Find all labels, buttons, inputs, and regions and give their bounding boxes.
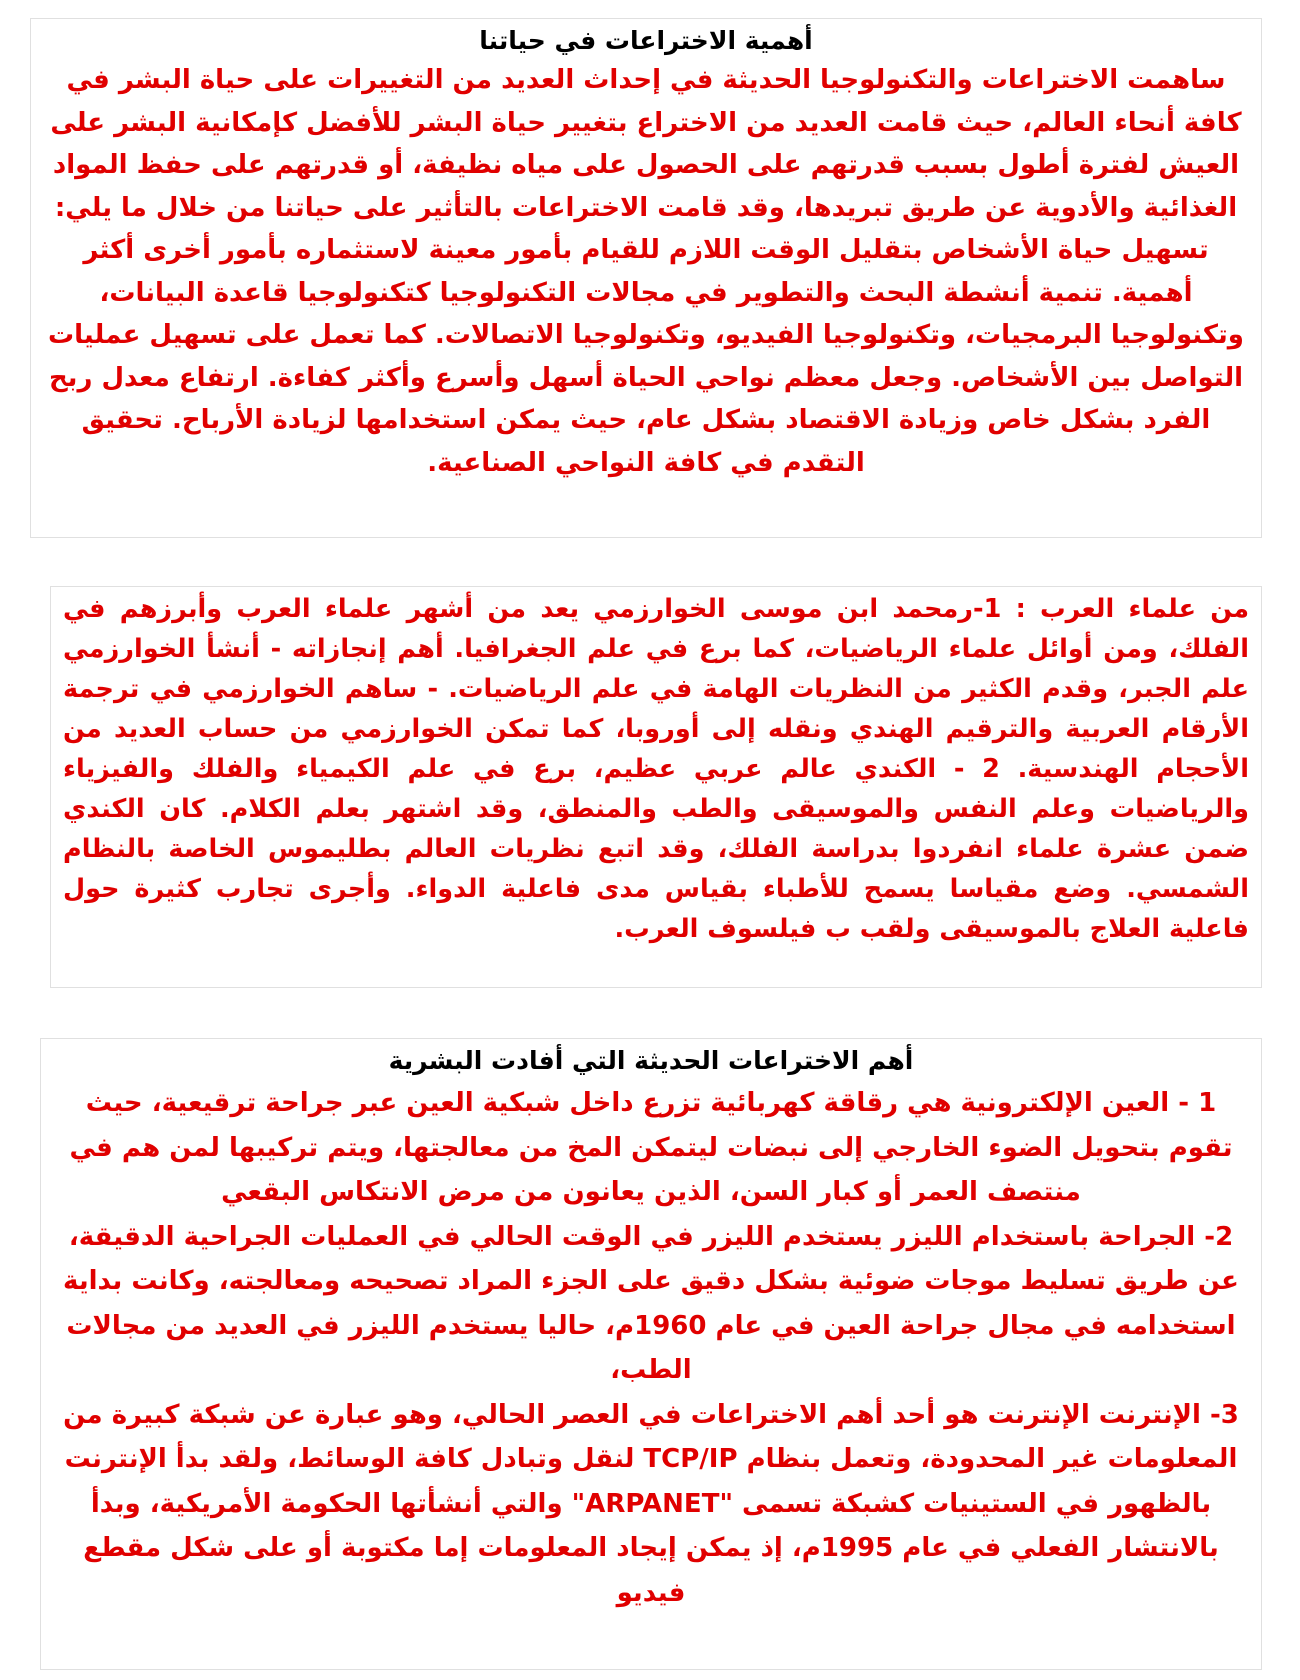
- list-item: 1 - العين الإلكترونية هي رقاقة كهربائية تزرع داخل شبكية العين عبر جراحة ترقيعية، حيث تقوم بتحويل الضوء الخارجي إلى نبضات ليتمكن المخ من معالجتها، ويتم تركيبها لمن هم في منتصف العمر أو كبار السن، الذين يعانون من مرض الانتكاس البقعي: [69, 1088, 1233, 1207]
- list-item: 2- الجراحة باستخدام الليزر يستخدم الليزر في الوقت الحالي في العمليات الجراحية الدقيقة، عن طريق تسليط موجات ضوئية بشكل دقيق على الجزء المراد تصحيحه ومعالجته، وكانت بداية استخدامه في مجال جراحة العين في عام 1960م، حاليا يستخدم الليزر في العديد من مجالات الطب،: [63, 1221, 1239, 1385]
- list-item: 3- الإنترنت الإنترنت هو أحد أهم الاختراعات في العصر الحالي، وهو عبارة عن شبكة كبيرة من المعلومات غير المحدودة، وتعمل بنظام TCP/IP لنقل وتبادل كافة الوسائط، ولقد بدأ الإنترنت بالظهور في الستينيات كشبكة تسمى "ARPANET" والتي أنشأتها الحكومة الأمريكية، وبدأ بالانتشار الفعلي في عام 1995م، إذ يمكن إيجاد المعلومات إما مكتوبة أو على شكل مقطع فيديو: [63, 1399, 1239, 1608]
- section-body: ساهمت الاختراعات والتكنولوجيا الحديثة في إحداث العديد من التغييرات على حياة البشر في كافة أنحاء العالم، حيث قامت العديد من الاختراع بتغيير حياة البشر للأفضل كإمكانية البشر على العيش لفترة أطول بسبب قدرتهم على الحصول على مياه نظيفة، أو قدرتهم على حفظ المواد الغذائية والأدوية عن طريق تبريدها، وقد قامت الاختراعات بالتأثير على حياتنا من خلال ما يلي: تسهيل حياة الأشخاص بتقليل الوقت اللازم للقيام بأمور معينة لاستثماره بأمور أخرى أكثر أهمية. تنمية أنشطة البحث والتطوير في مجالات التكنولوجيا كتكنولوجيا قاعدة البيانات، وتكنولوجيا البرمجيات، وتكنولوجيا الفيديو، وتكنولوجيا الاتصالات. كما تعمل على تسهيل عمليات التواصل بين الأشخاص. وجعل معظم نواحي الحياة أسهل وأسرع وأكثر كفاءة. ارتفاع معدل ربح الفرد بشكل خاص وزيادة الاقتصاد بشكل عام، حيث يمكن استخدامها لزيادة الأرباح. تحقيق التقدم في كافة النواحي الصناعية.: [48, 65, 1244, 478]
- section-title: أهمية الاختراعات في حياتنا: [479, 26, 813, 55]
- section-modern-inventions: [40, 1038, 1262, 1670]
- section-title: أهم الاختراعات الحديثة التي أفادت البشرية: [388, 1046, 914, 1075]
- section-body: من علماء العرب : 1-رمحمد ابن موسى الخوارزمي يعد من أشهر علماء العرب وأبرزهم في الفلك، ومن أوائل علماء الرياضيات، كما برع في علم الجغرافيا. أهم إنجازاته - أنشأ الخوارزمي علم الجبر، وقدم الكثير من النظريات الهامة في علم الرياضيات. - ساهم الخوارزمي في ترجمة الأرقام العربية والترقيم الهندي ونقله إلى أوروبا، كما تمكن الخوارزمي من حساب العديد من الأحجام الهندسية. 2 - الكندي عالم عربي عظيم، برع في علم الكيمياء والفلك والفيزياء والرياضيات وعلم النفس والموسيقى والطب والمنطق، وقد اشتهر بعلم الكلام. كان الكندي ضمن عشرة علماء انفردوا بدراسة الفلك، وقد اتبع نظريات العالم بطليموس الخاصة بالنظام الشمسي. وضع مقياسا يسمح للأطباء بقياس مدى فاعلية الدواء. وأجرى تجارب كثيرة حول فاعلية العلاج بالموسيقى ولقب ب فيلسوف العرب.: [63, 594, 1249, 944]
- section-arab-scientists: [50, 586, 1262, 988]
- section-importance-of-inventions: [30, 18, 1262, 538]
